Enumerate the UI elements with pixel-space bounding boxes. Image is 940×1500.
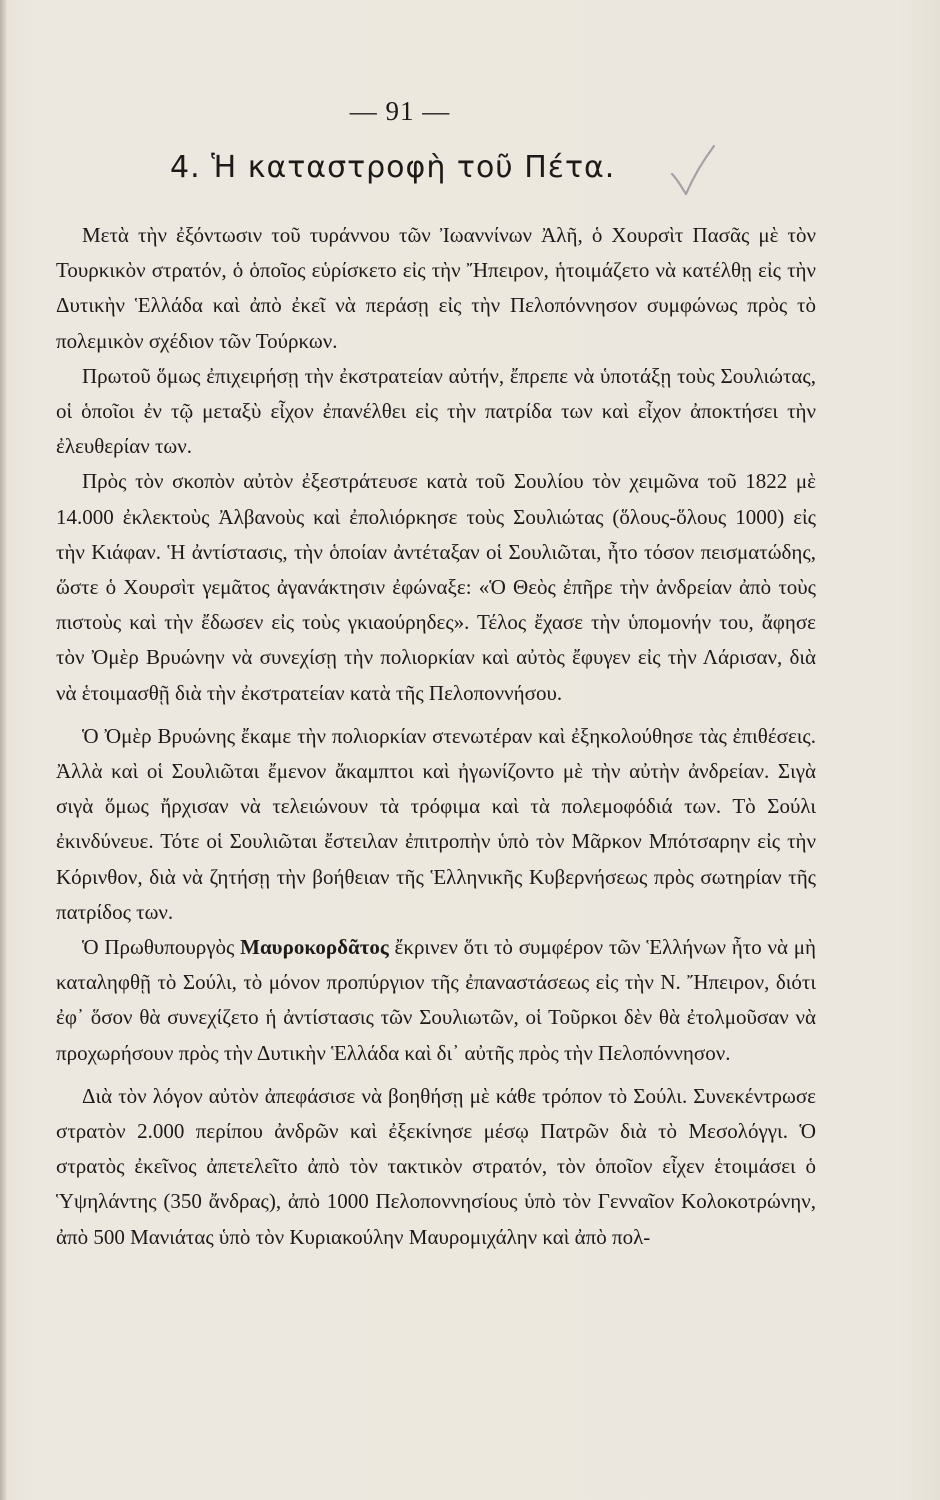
handwritten-check-mark-icon bbox=[668, 144, 718, 196]
body-text bbox=[56, 218, 816, 1255]
paragraph-4: Ὁ Ὀμὲρ Βρυώνης ἔκαμε τὴν πολιορκίαν στενωτέραν καὶ ἐξηκολούθησε τὰς ἐπιθέσεις. Ἀλλὰ καὶ οἱ Σουλιῶται ἔμενον ἄκαμπτοι καὶ ἠγωνίζοντο μὲ τὴν αὐτὴν ἀνδρείαν. Σιγὰ σιγὰ ὅμως ἤρχισαν νὰ τελειώνουν τὰ τρόφιμα καὶ τὰ πολεμοφόδιά των. Τὸ Σούλι ἐκινδύνευε. Τότε οἱ Σουλιῶται ἔστειλαν ἐπιτροπὴν ὑπὸ τὸν Μᾶρκον Μπότσαρην εἰς τὴν Κόρινθον, διὰ νὰ ζητήσῃ τὴν βοήθειαν τῆς Ἑλληνικῆς Κυβερνήσεως πρὸς σωτηρίαν τῆς πατρίδος των. bbox=[56, 723, 816, 924]
paragraph-5-end: ἔκρινεν ὅτι τὸ συμφέρον τῶν Ἑλλήνων ἦτο νὰ μὴ καταληφθῇ τὸ Σούλι, τὸ μόνον προπύργιον τῆς ἐπαναστάσεως εἰς τὴν Ν. Ἤπειρον, διότι ἐφ᾽ ὅσον θὰ συνεχίζετο ἡ ἀντίστασις τῶν Σουλιωτῶν, οἱ Τοῦρκοι δὲν θὰ ἐτολμοῦσαν νὰ προχωρήσουν πρὸς τὴν Δυτικὴν Ἑλλάδα καὶ δι᾽ αὐτῆς πρὸς τὴν Πελοπόννησον. bbox=[56, 935, 816, 1065]
paragraph-5 bbox=[56, 930, 816, 1071]
binding-edge bbox=[0, 0, 6, 1500]
page-number: — 91 — bbox=[349, 96, 451, 126]
paragraph-3: Πρὸς τὸν σκοπὸν αὐτὸν ἐξεστράτευσε κατὰ τοῦ Σουλίου τὸν χειμῶνα τοῦ 1822 μὲ 14.000 ἐκλεκτοὺς Ἀλβανοὺς καὶ ἐπολιόρκησε τοὺς Σουλιώτας (ὅλους-ὅλους 1000) εἰς τὴν Κιάφαν. Ἡ ἀντίστασις, τὴν ὁποίαν ἀντέταξαν οἱ Σουλιῶται, ἦτο τόσον πεισματώδης, ὥστε ὁ Χουρσὶτ γεμᾶτος ἀγανάκτησιν ἐφώναξε: «Ὁ Θεὸς ἐπῆρε τὴν ἀνδρείαν ἀπὸ τοὺς πιστοὺς καὶ τὴν ἔδωσεν εἰς τοὺς γκιαούρηδες». Τέλος ἔχασε τὴν ὑπομονήν του, ἄφησε τὸν Ὀμὲρ Βρυώνην νὰ συνεχίσῃ τὴν πολιορκίαν καὶ αὐτὸς ἔφυγεν εἰς τὴν Λάρισαν, διὰ νὰ ἑτοιμασθῇ διὰ τὴν ἐκστρατείαν κατὰ τῆς Πελοποννήσου. bbox=[56, 469, 816, 705]
chapter-number: 4. bbox=[170, 150, 201, 185]
paragraph-1: Μετὰ τὴν ἐξόντωσιν τοῦ τυράννου τῶν Ἰωαννίνων Ἀλῆ, ὁ Χουρσὶτ Πασᾶς μὲ τὸν Τουρκικὸν στρατόν, ὁ ὁποῖος εὑρίσκετο εἰς τὴν Ἤπειρον, ἡτοιμάζετο νὰ κατέλθῃ εἰς τὴν Δυτικὴν Ἑλλάδα καὶ ἀπὸ ἐκεῖ νὰ περάσῃ εἰς τὴν Πελοπόννησον συμφώνως πρὸς τὸ πολεμικὸν σχέδιον τῶν Τούρκων. bbox=[56, 223, 816, 353]
paragraph-2: Πρωτοῦ ὅμως ἐπιχειρήσῃ τὴν ἐκστρατείαν αὐτήν, ἔπρεπε νὰ ὑποτάξῃ τοὺς Σουλιώτας, οἱ ὁποῖοι ἐν τῷ μεταξὺ εἶχον ἐπανέλθει εἰς τὴν πατρίδα των καὶ εἶχον ἀποκτήσει τὴν ἐλευθερίαν των. bbox=[56, 363, 816, 459]
chapter-title bbox=[170, 150, 615, 185]
chapter-title-text: Ἡ καταστροφὴ τοῦ Πέτα. bbox=[211, 150, 616, 185]
paragraph-6: Διὰ τὸν λόγον αὐτὸν ἀπεφάσισε νὰ βοηθήσῃ μὲ κάθε τρόπον τὸ Σούλι. Συνεκέντρωσε στρατὸν 2.000 περίπου ἀνδρῶν καὶ ἐξεκίνησε μέσῳ Πατρῶν διὰ τὸ Μεσολόγγι. Ὁ στρατὸς ἐκεῖνος ἀπετελεῖτο ἀπὸ τὸν τακτικὸν στρατόν, τὸν ὁποῖον εἶχεν ἑτοιμάσει ὁ Ὑψηλάντης (350 ἄνδρας), ἀπὸ 1000 Πελοποννησίους ὑπὸ τὸν Γενναῖον Κολοκοτρώνην, ἀπὸ 500 Μανιάτας ὑπὸ τὸν Κυριακούλην Μαυρομιχάλην καὶ ἀπὸ πολ- bbox=[56, 1083, 816, 1249]
bold-name-mavrokordatos: Μαυροκορδᾶτος bbox=[240, 935, 389, 960]
paragraph-5-start: Ὁ Πρωθυπουργὸς bbox=[82, 935, 241, 960]
